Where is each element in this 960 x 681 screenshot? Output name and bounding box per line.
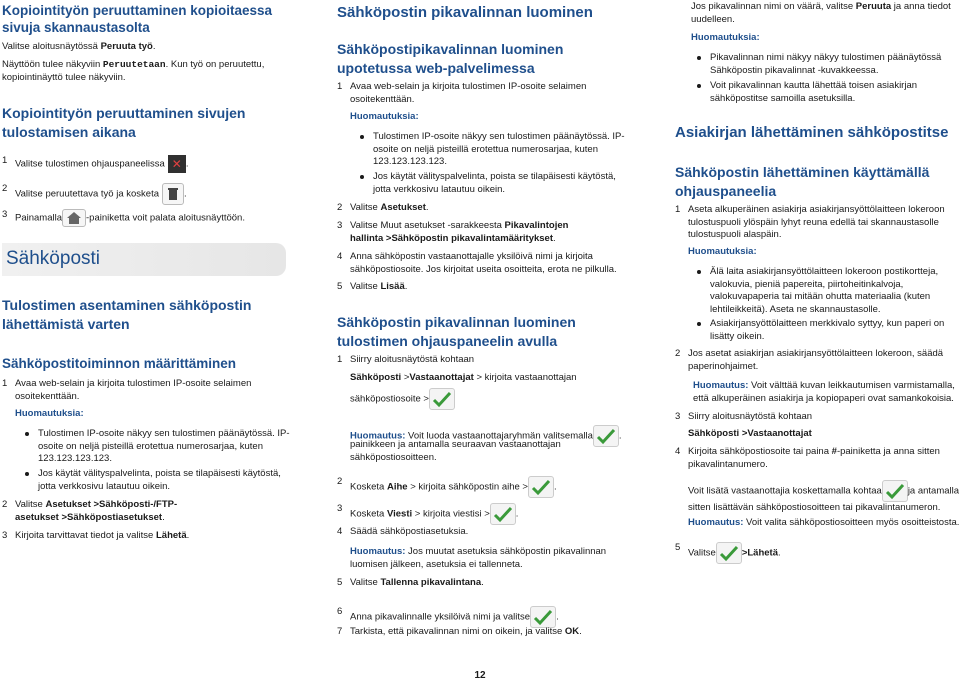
step-number: 3: [337, 220, 343, 231]
text: -painiketta ja anna sitten pikavalintanumero.: [688, 446, 940, 470]
step-number: 3: [337, 503, 343, 514]
bold-text: Viesti: [386, 508, 413, 520]
checkmark-icon[interactable]: [530, 606, 556, 628]
text: Valitse aloitusnäytössä: [2, 41, 101, 52]
subsection-heading: Sähköpostin pikavalinnan luominen tulostimen ohjauspaneelin avulla: [337, 314, 576, 349]
subsection-heading: Sähköpostitoiminnon määrittäminen: [2, 356, 237, 371]
section-heading: Kopiointityön peruuttaminen kopioitaessa sivuja skannaustasolta: [2, 3, 273, 35]
step-number: 4: [337, 526, 343, 537]
step-1: [337, 354, 635, 367]
step-number: 2: [337, 202, 343, 213]
step-number: 3: [2, 209, 8, 220]
checkmark-icon[interactable]: [429, 388, 455, 410]
step-number: 2: [2, 499, 8, 510]
text: .: [185, 158, 189, 170]
paragraph: [675, 480, 960, 515]
step-2: [337, 202, 635, 215]
bold-text: Peruuta: [855, 1, 892, 12]
step-number: 4: [675, 446, 681, 457]
step-number: 2: [337, 476, 343, 487]
subsection-heading: Kopiointityön peruuttaminen sivujen tulostamisen aikana: [2, 105, 246, 140]
step-4: [337, 251, 635, 276]
step-text: Valitse: [688, 547, 716, 559]
text: .: [184, 188, 187, 200]
step-number: 1: [2, 378, 8, 389]
text: .: [481, 577, 484, 588]
step-3: [2, 209, 300, 227]
text: > kirjoita vastaanottajan: [473, 372, 577, 383]
step-text: Säädä sähköpostiasetuksia.: [350, 526, 469, 537]
note-label: Huomautus:: [350, 546, 406, 557]
text: Voit välttää kuvan leikkautumisen varmistamalla, että alkuperäinen asiakirja ja kopiopaperi ovat samankokoisia.: [693, 380, 955, 404]
text: ja anna tiedot uudelleen.: [691, 1, 951, 25]
text: Voit valita sähköpostiosoitteen myös osoitteistosta.: [743, 517, 960, 528]
note-label: Huomautuksia:: [688, 246, 757, 257]
step-2: [2, 499, 195, 524]
text: .: [515, 508, 519, 520]
bold-text: OK: [564, 626, 580, 637]
step-6: [337, 606, 635, 628]
bullet-item: Jos käytät välityspalvelinta, poista se tilapäisesti käytöstä, jotta verkkosivu latautuu oikein.: [359, 171, 635, 196]
step-text: Kirjoita tarvittavat tiedot ja valitse: [15, 530, 156, 541]
checkmark-icon[interactable]: [490, 503, 516, 525]
text: .: [618, 430, 622, 442]
step-text: Kosketa: [350, 481, 387, 493]
text: Näyttöön tulee näkyviin: [2, 59, 103, 70]
text: .: [152, 41, 156, 52]
step-text: Kirjoita sähköpostiosoite tai paina: [688, 446, 832, 457]
bold-text: Lähetä: [155, 530, 187, 541]
note-label: Huomautus:: [688, 517, 744, 528]
bold-text: Asetukset >Sähköposti-/FTP-asetukset >Sähköpostiasetukset: [15, 499, 178, 523]
path-text: [337, 388, 455, 410]
note-continued: painikkeen ja antamalla seuraavan vastaanottajan sähköpostiosoitteen.: [350, 439, 561, 463]
text: .: [553, 232, 556, 244]
step-number: 1: [2, 155, 8, 166]
note-label: Huomautus:: [350, 430, 406, 442]
step-5: [675, 542, 960, 564]
step-text: Avaa web-selain ja kirjoita tulostimen IP-osoite selaimen osoitekenttään.: [15, 378, 252, 402]
section-banner: [2, 243, 286, 276]
bold-text: >Lähetä: [741, 547, 778, 559]
step-number: 1: [337, 81, 343, 92]
note: [675, 517, 960, 530]
note: [688, 380, 960, 405]
checkmark-icon[interactable]: [528, 476, 554, 498]
step-number: 3: [2, 530, 8, 541]
text: .: [186, 530, 190, 541]
step-number: 5: [337, 577, 343, 588]
step-text: -painiketta voit palata aloitusnäyttöön.: [86, 212, 245, 224]
step-text: Jos asetat asiakirjan asiakirjansyöttölaitteen lokeroon, säädä paperinohjaimet.: [688, 348, 944, 372]
text: sähköpostiosoite >: [350, 393, 429, 405]
text: .: [425, 202, 429, 213]
step-5: [337, 577, 635, 590]
step-1: [2, 378, 285, 403]
text: Voit lisätä vastaanottajia koskettamalla kohtaa: [688, 485, 882, 497]
step-text: Painamalla: [15, 212, 62, 224]
step-text: Valitse Muut asetukset -sarakkeesta: [350, 220, 505, 231]
note-label: Huomautus:: [693, 380, 749, 391]
bold-text: Asetukset: [380, 202, 426, 213]
home-icon[interactable]: [62, 209, 86, 227]
note-label: Huomautuksia:: [15, 408, 84, 419]
note: [337, 546, 625, 571]
bold-text: Tallenna pikavalintana: [380, 577, 482, 588]
text: .: [579, 626, 582, 637]
paragraph: [691, 1, 956, 26]
step-text: Kosketa: [350, 508, 387, 520]
step-text: Tarkista, että pikavalinnan nimi on oikein, ja valitse: [350, 626, 565, 637]
step-1: [337, 81, 610, 106]
text: .: [162, 511, 165, 523]
step-text: Valitse peruutettava työ ja kosketa: [15, 188, 159, 200]
step-number: 1: [675, 204, 681, 215]
bold-text: Lisää: [380, 281, 405, 292]
step-5: [337, 281, 635, 294]
banner-title: Sähköposti: [6, 248, 101, 269]
step-3: [337, 503, 635, 525]
step-number: 3: [675, 411, 681, 422]
text: Voit luoda vastaanottajaryhmän valitsemalla: [405, 430, 593, 442]
step-3: [675, 411, 960, 424]
section-heading: Asiakirjan lähettäminen sähköpostitse: [675, 124, 949, 141]
note-label: Huomautuksia:: [350, 111, 419, 122]
bullet-item: Jos käytät välityspalvelinta, poista se tilapäisesti käytöstä, jotta verkkosivu latautuu oikein.: [24, 468, 290, 493]
step-3: [2, 530, 300, 543]
text: . Kun työ on peruutettu, kopiointinäyttö tulee näkyviin.: [2, 59, 265, 83]
step-number: 6: [337, 606, 343, 617]
subsection-heading: Sähköpostin lähettäminen käyttämällä ohjauspaneelia: [675, 164, 930, 199]
text: .: [553, 481, 557, 493]
text: > kirjoita sähköpostin aihe >: [407, 481, 528, 493]
paragraph: [2, 59, 287, 84]
checkmark-icon[interactable]: [716, 542, 742, 564]
bullet-item: Asiakirjansyöttölaitteen merkkivalo syttyy, kun paperi on lisätty oikein.: [696, 318, 960, 343]
step-4: [675, 446, 958, 471]
text: .: [556, 611, 559, 623]
subsection-heading: Sähköpostipikavalinnan luominen upotetussa web-palvelimessa: [337, 41, 564, 76]
bold-text: Pikavalintojen hallinta >Sähköpostin pikavalintamääritykset: [350, 220, 569, 244]
bold-text: Vastaanottajat: [409, 372, 474, 383]
step-number: 2: [2, 183, 8, 194]
step-2: [337, 476, 635, 498]
step-text: Siirry aloitusnäytöstä kohtaan: [350, 354, 475, 365]
text: ja antamalla sitten lisättävän sähköpostiosoitteen tai pikavalintanumeron.: [688, 485, 960, 513]
section-heading: Sähköpostin pikavalinnan luominen: [337, 4, 593, 21]
text: Jos pikavalinnan nimi on väärä, valitse: [691, 1, 856, 12]
text: > kirjoita viestisi >: [412, 508, 490, 520]
text: .: [404, 281, 408, 292]
page-number: 12: [474, 670, 486, 681]
step-number: 5: [675, 542, 681, 553]
step-text: Valitse: [350, 577, 381, 588]
trash-icon[interactable]: [162, 183, 184, 205]
step-text: Valitse: [350, 281, 381, 292]
bold-text: Peruuta työ: [100, 41, 153, 52]
step-4: [337, 526, 635, 539]
step-text: Valitse: [15, 499, 46, 510]
path-text: Sähköposti >Vastaanottajat: [688, 428, 812, 439]
subsection-heading: Tulostimen asentaminen sähköpostin lähettämistä varten: [2, 297, 252, 332]
text: .: [777, 547, 781, 559]
step-1: [2, 155, 300, 173]
step-text: Anna pikavalinnalle yksilöivä nimi ja valitse: [350, 611, 531, 623]
path-text: [337, 372, 635, 385]
step-text: Valitse: [350, 202, 381, 213]
bullet-item: Tulostimen IP-osoite näkyy sen tulostimen päänäytössä. IP-osoite on neljä pisteillä erotettua numerosarjaa, kuten 123.123.123.123.: [359, 131, 635, 169]
bullet-item: Älä laita asiakirjansyöttölaitteen lokeroon postikortteja, valokuvia, pieniä papereita, piirtoheitinkalvoja, valokuvapaperia tai mitään ohutta materiaalia (kuten lehtileikkeitä). Aseta ne skannaustasolle.: [696, 266, 960, 316]
bold-text: Aihe: [386, 481, 408, 493]
step-text: Anna sähköpostin vastaanottajalle yksilöivä nimi ja kirjoita sähköpostiosoite. Jos kirjoitat useita osoitteita, erota ne pilkulla.: [350, 251, 617, 275]
step-text: Avaa web-selain ja kirjoita tulostimen IP-osoite selaimen osoitekenttään.: [350, 81, 587, 105]
step-number: 2: [675, 348, 681, 359]
step-text: Aseta alkuperäinen asiakirja asiakirjansyöttölaitteen lokeroon tulostuspuoli ylöspäin lyhyt reuna edellä tai skannaustasolle tulostuspuoli alaspäin.: [688, 204, 945, 240]
bold-text: Sähköposti: [350, 372, 402, 383]
step-3: [337, 220, 600, 245]
stop-icon[interactable]: ✕: [168, 155, 186, 173]
step-2: [675, 348, 958, 373]
step-text: Siirry aloitusnäytöstä kohtaan: [688, 411, 813, 422]
note-label: Huomautuksia:: [691, 32, 760, 43]
add-recipient-icon[interactable]: [882, 480, 908, 502]
step-number: 7: [337, 626, 343, 637]
bullet-item: Tulostimen IP-osoite näkyy sen tulostimen päänäytössä. IP-osoite on neljä pisteillä erotettua numerosarjaa, kuten 123.123.123.123.: [24, 428, 290, 466]
text: Jos muutat asetuksia sähköpostin pikavalinnan luomisen jälkeen, asetuksia ei tallenneta.: [350, 546, 607, 570]
bullet-item: Pikavalinnan nimi näkyy näkyy tulostimen päänäytössä Sähköpostin pikavalinnat -kuvakkeessa.: [696, 52, 960, 77]
step-2: [2, 183, 300, 205]
bold-text: #: [831, 446, 837, 457]
step-number: 1: [337, 354, 343, 365]
step-number: 4: [337, 251, 343, 262]
step-1: [675, 204, 960, 242]
text: >: [401, 372, 410, 383]
bullet-item: Voit pikavalinnan kautta lähettää toisen asiakirjan sähköpostitse samoilla asetuksilla.: [696, 80, 960, 105]
step-number: 5: [337, 281, 343, 292]
step-text: Valitse tulostimen ohjauspaneelissa: [15, 158, 165, 170]
mono-text: Peruutetaan: [102, 59, 166, 70]
step-7: [337, 626, 640, 639]
paragraph: [2, 41, 155, 54]
